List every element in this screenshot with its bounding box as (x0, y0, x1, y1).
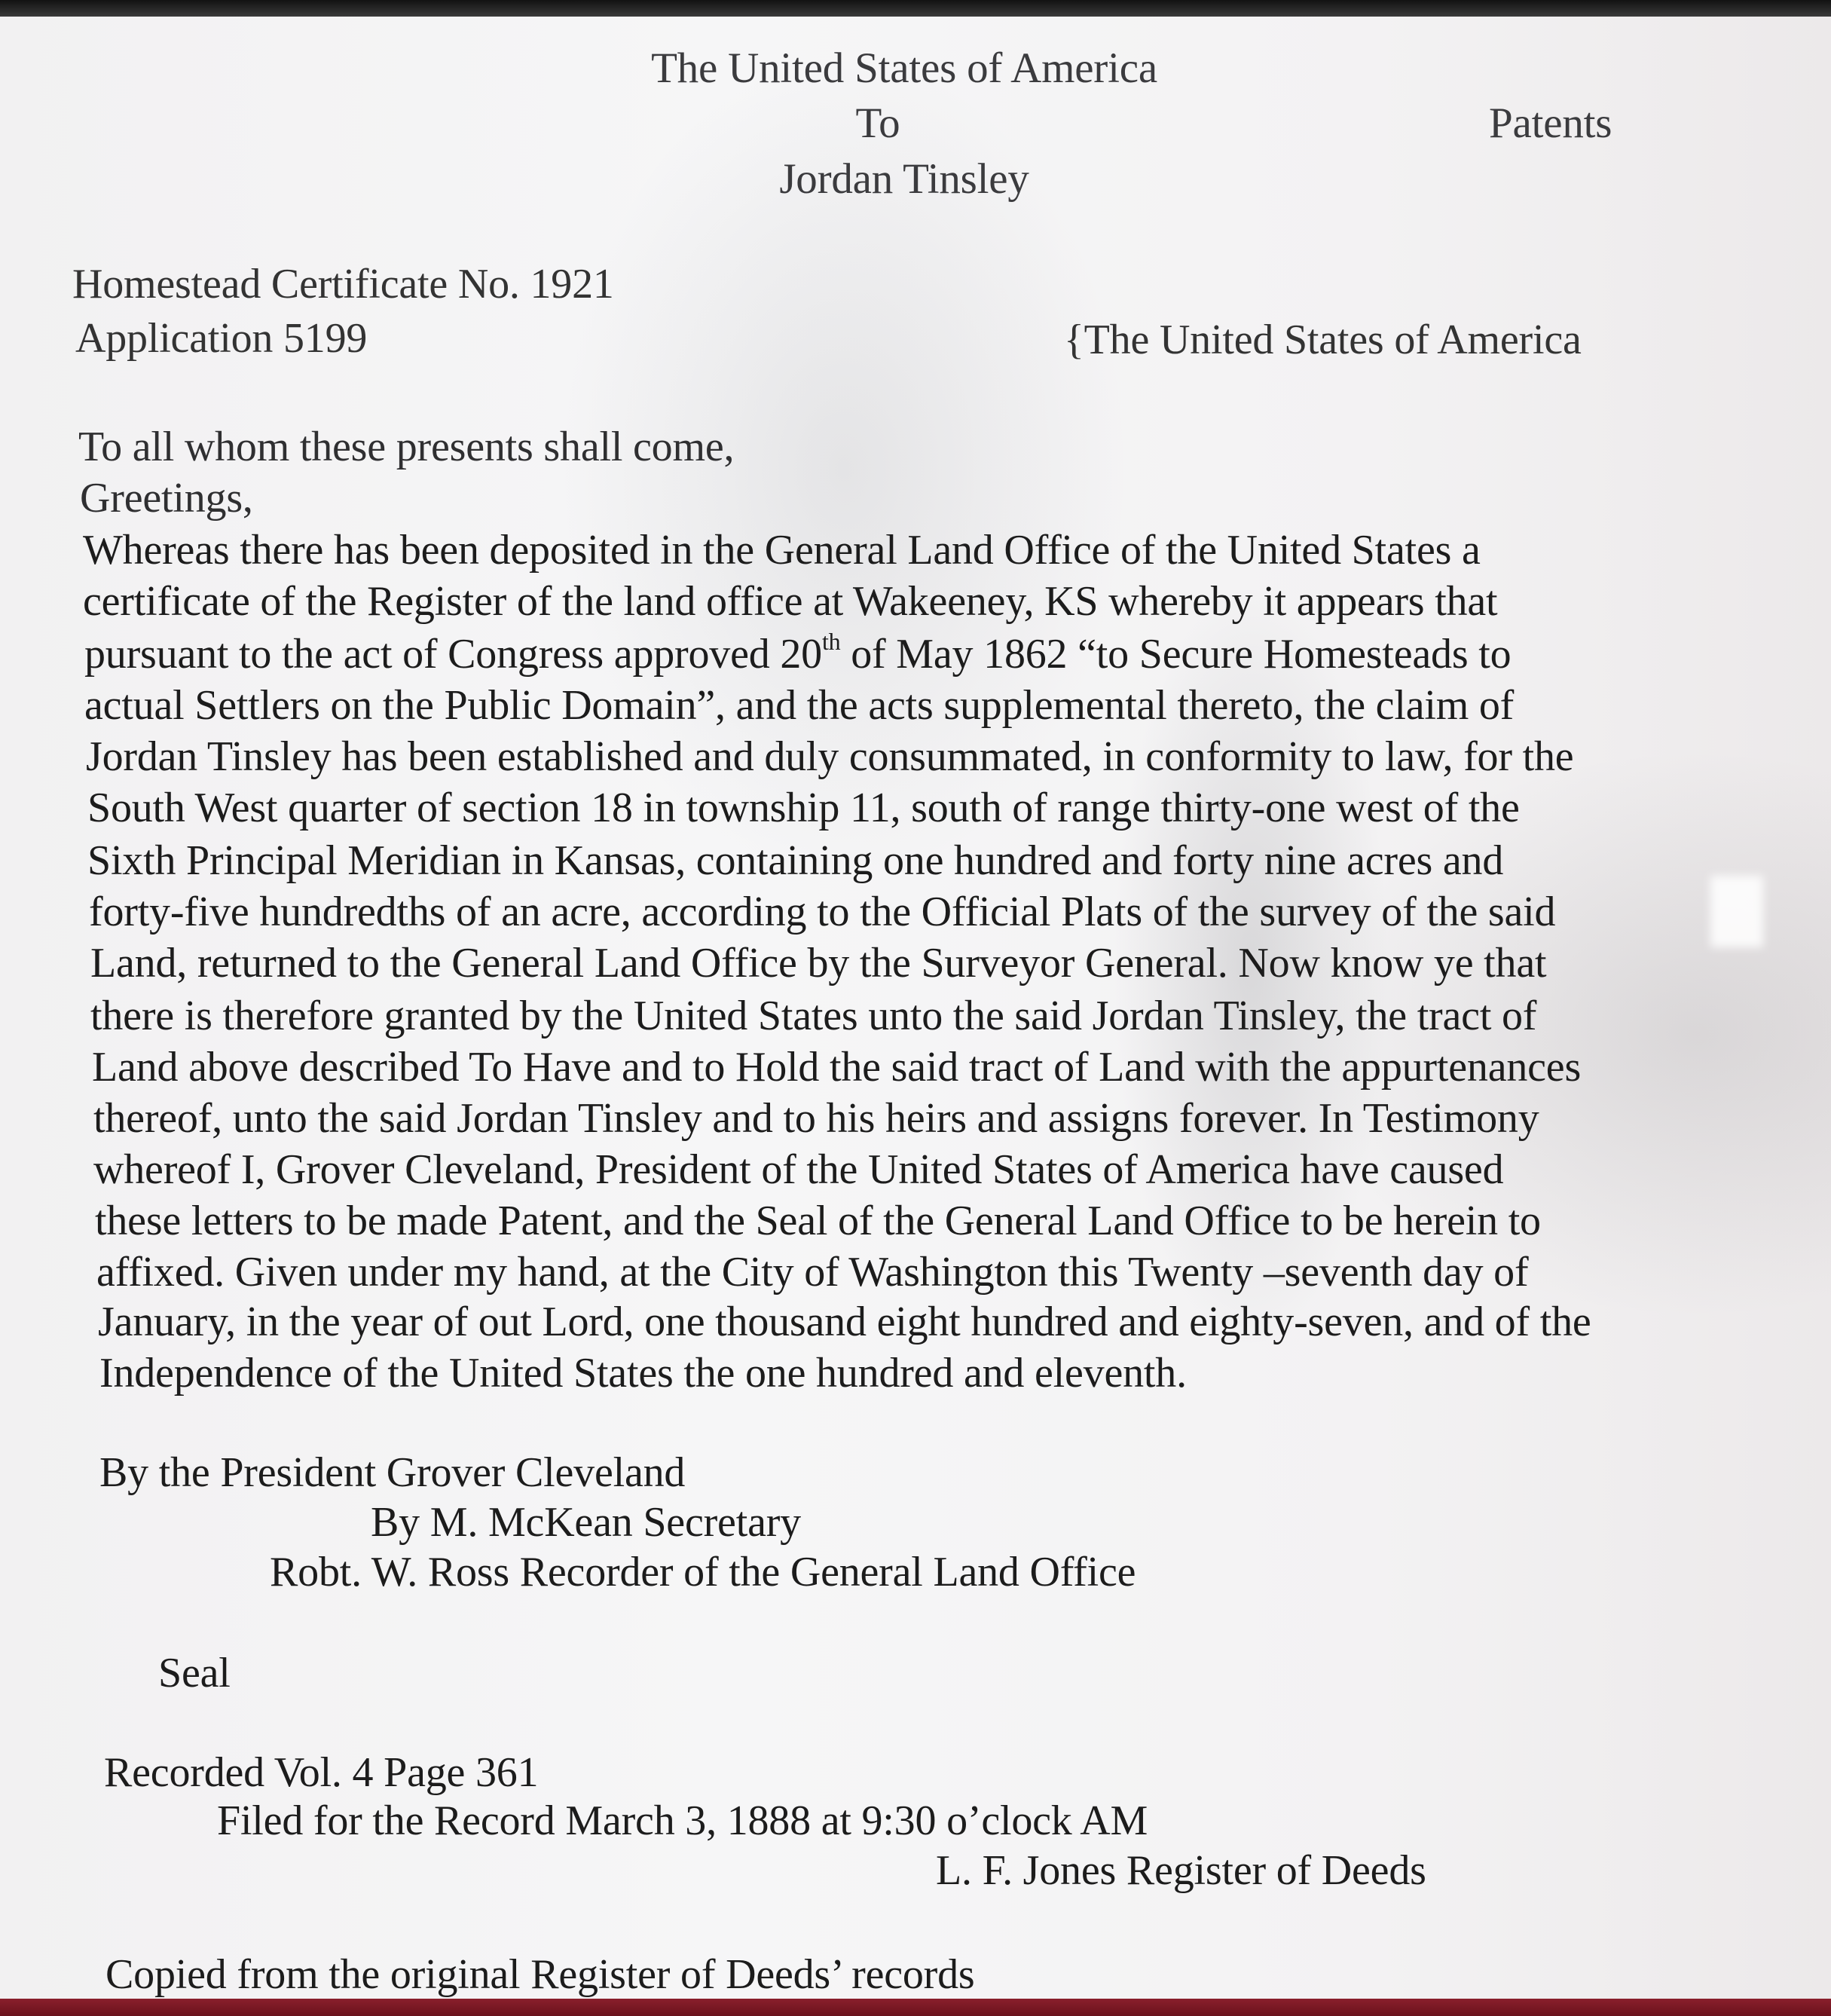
register-of-deeds: L. F. Jones Register of Deeds (936, 1847, 1426, 1894)
seal-label: Seal (158, 1650, 231, 1696)
certificate-number: Homestead Certificate No. 1921 (72, 261, 614, 307)
body-line: pursuant to the act of Congress approved 20th of May 1862 “to Secure Homesteads to (84, 628, 1512, 678)
document-paper (0, 17, 1831, 1999)
body-line: January, in the year of out Lord, one thousand eight hundred and eighty-seven, and of the (98, 1299, 1591, 1345)
body-line: Jordan Tinsley has been established and duly consummated, in conformity to law, for the (86, 733, 1574, 780)
body-line: whereof I, Grover Cleveland, President of the United States of America have caused (93, 1146, 1504, 1193)
filed-record: Filed for the Record March 3, 1888 at 9:30 o’clock AM (217, 1797, 1148, 1844)
body-line: affixed. Given under my hand, at the City of Washington this Twenty –seventh day of (96, 1249, 1529, 1296)
body-line: Whereas there has been deposited in the General Land Office of the United States a (83, 527, 1481, 574)
signature-president: By the President Grover Cleveland (99, 1449, 686, 1496)
body-line: certificate of the Register of the land office at Wakeeney, KS whereby it appears that (83, 578, 1498, 625)
recorded-volume: Recorded Vol. 4 Page 361 (104, 1749, 539, 1796)
body-line: Independence of the United States the one hundred and eleventh. (99, 1350, 1187, 1397)
header-title: The United States of America (651, 44, 1157, 92)
body-line: Land, returned to the General Land Office by the Surveyor General. Now know ye that (90, 940, 1547, 987)
body-line: there is therefore granted by the United States unto the said Jordan Tinsley, the tract of (90, 993, 1537, 1039)
certificate-brace-title: {The United States of America (1064, 317, 1582, 363)
body-line: South West quarter of section 18 in township 11, south of range thirty-one west of the (87, 785, 1520, 831)
header-grantee: Jordan Tinsley (779, 155, 1029, 203)
application-number: Application 5199 (75, 315, 368, 362)
body-line: forty-five hundredths of an acre, according to the Official Plats of the survey of the said (89, 889, 1556, 935)
light-glare (1710, 876, 1763, 947)
header-patents: Patents (1489, 99, 1612, 147)
body-line: Land above described To Have and to Hold the said tract of Land with the appurtenances (92, 1044, 1582, 1091)
signature-secretary: By M. McKean Secretary (371, 1499, 801, 1546)
frame-bottom-edge (0, 1999, 1831, 2016)
footer-copied-note: Copied from the original Register of Deeds’ records (105, 1951, 975, 1998)
body-line: thereof, unto the said Jordan Tinsley and to his heirs and assigns forever. In Testimony (93, 1095, 1539, 1142)
signature-recorder: Robt. W. Ross Recorder of the General Land Office (270, 1549, 1136, 1595)
salutation: To all whom these presents shall come, (78, 424, 735, 470)
frame-top-edge (0, 0, 1831, 17)
header-to: To (855, 99, 900, 147)
body-line: Sixth Principal Meridian in Kansas, containing one hundred and forty nine acres and (87, 837, 1504, 884)
body-line: these letters to be made Patent, and the Seal of the General Land Office to be herein to (95, 1198, 1541, 1244)
body-line: actual Settlers on the Public Domain”, and the acts supplemental thereto, the claim of (84, 682, 1515, 729)
greetings: Greetings, (80, 475, 253, 522)
